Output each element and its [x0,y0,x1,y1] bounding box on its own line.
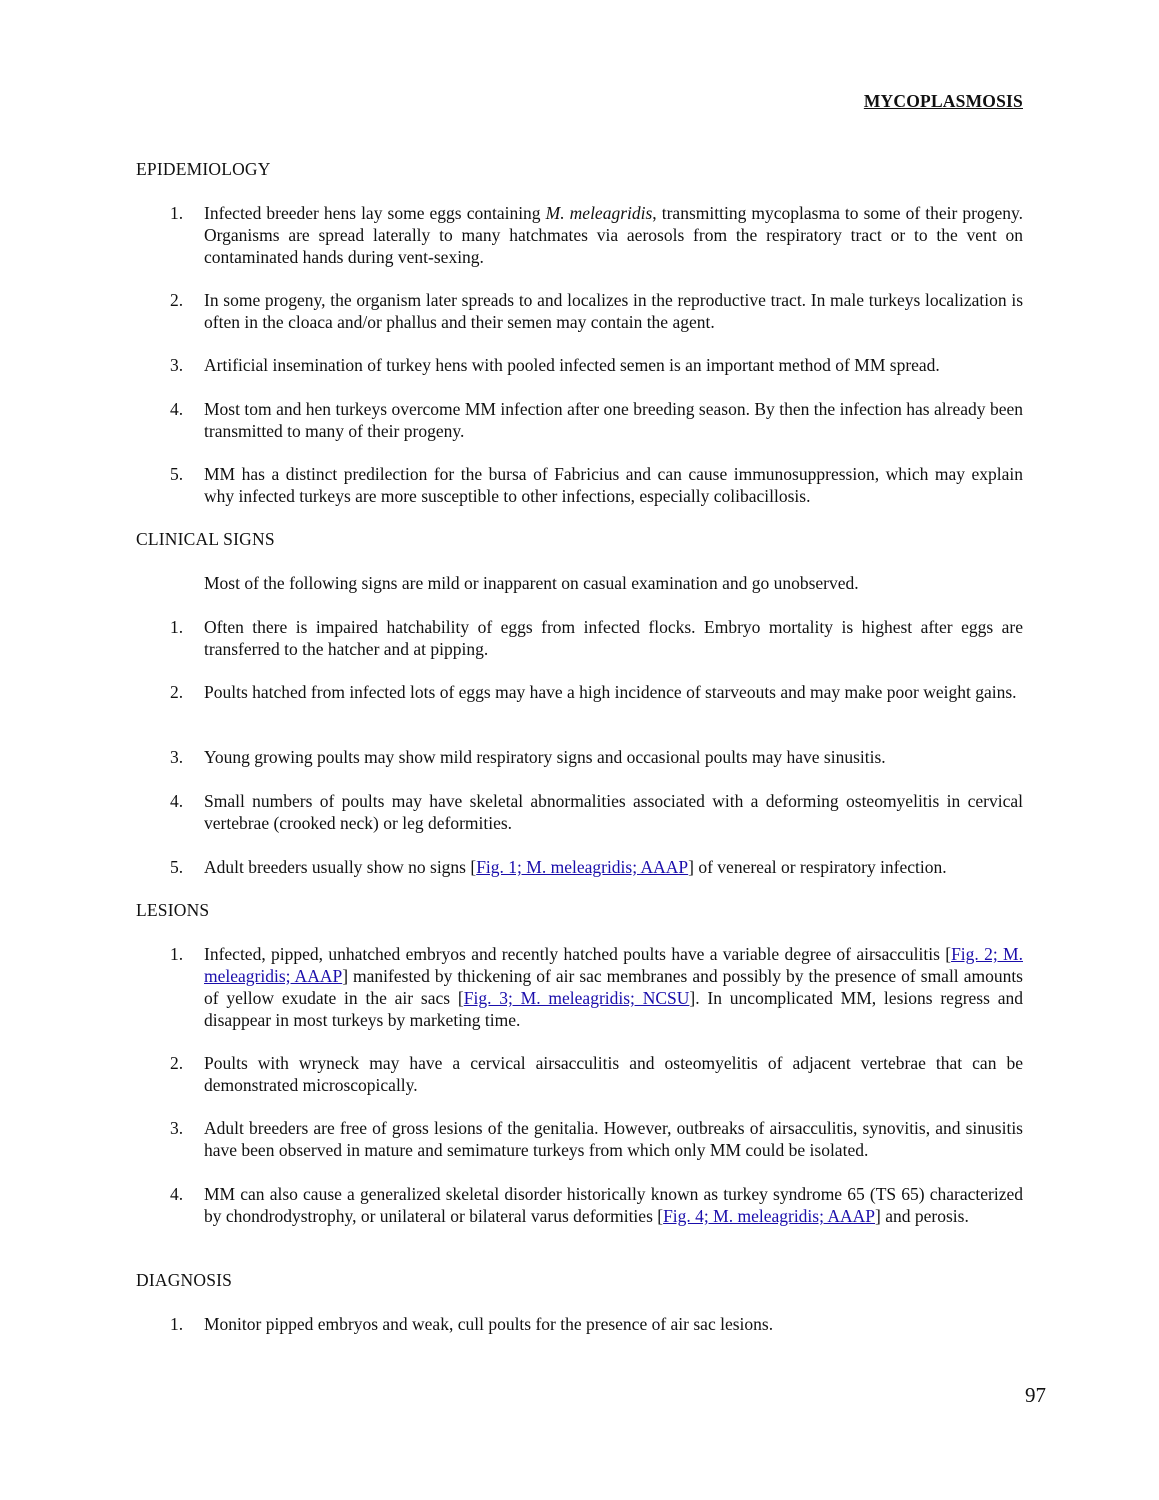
list-item [136,463,1023,507]
figure-link-fig-4[interactable]: Fig. 4; M. meleagridis; AAAP [663,1206,876,1226]
item-text: Often there is impaired hatchability of eggs from infected flocks. Embryo mortality is highest after eggs are transferred to the hatcher and at pipping. [204,617,1023,659]
list-item [136,1117,1023,1161]
item-number: 3. [170,747,184,767]
list-item [136,398,1023,442]
page-title: MYCOPLASMOSIS [863,91,1023,111]
item-text-part: ] of venereal or respiratory infection. [688,857,947,877]
item-text-part: ] and perosis. [875,1206,969,1226]
item-text: In some progeny, the organism later spreads to and localizes in the reproductive tract. In male turkeys localization is often in the cloaca and/or phallus and their semen may contain the agent. [204,290,1023,332]
item-text: Small numbers of poults may have skeletal abnormalities associated with a deforming osteomyelitis in cervical vertebrae (crooked neck) or leg deformities. [204,791,1023,833]
section-heading-diagnosis: DIAGNOSIS [136,1270,233,1290]
section-heading-clinical-signs: CLINICAL SIGNS [136,529,275,549]
item-text: MM has a distinct predilection for the bursa of Fabricius and can cause immunosuppression, which may explain why infected turkeys are more susceptible to other infections, especially colibacillosis. [204,464,1023,506]
item-number: 4. [170,791,184,811]
item-number: 2. [170,682,184,702]
item-text-part: ]. In uncomplicated MM, lesions regress and disappear in most turkeys by marketing time. [204,988,1023,1030]
list-item [136,790,1023,834]
list-item [136,1313,1023,1335]
page-number: 97 [1025,1383,1046,1407]
item-number: 1. [170,1314,184,1334]
list-item [136,856,1023,878]
section-heading-lesions: LESIONS [136,900,210,920]
list-item [136,616,1023,660]
item-text-part: Adult breeders usually show no signs [ [204,857,477,877]
item-number: 3. [170,355,184,375]
list-item [136,1052,1023,1096]
item-text: Young growing poults may show mild respiratory signs and occasional poults may have sinusitis. [204,747,886,767]
item-text-part: Infected, pipped, unhatched embryos and recently hatched poults have a variable degree of airsacculitis [ [204,944,952,964]
list-item [136,681,1023,703]
item-number: 5. [170,464,184,484]
list-item [136,943,1023,1031]
list-item [136,1183,1023,1227]
item-number: 1. [170,203,184,223]
item-text [204,1183,1023,1227]
item-text: Artificial insemination of turkey hens with pooled infected semen is an important method of MM spread. [204,355,940,375]
section-intro: Most of the following signs are mild or inapparent on casual examination and go unobserved. [204,573,859,593]
item-text: Monitor pipped embryos and weak, cull poults for the presence of air sac lesions. [204,1314,774,1334]
item-text [204,943,1023,1031]
item-text: Most tom and hen turkeys overcome MM infection after one breeding season. By then the infection has already been transmitted to many of their progeny. [204,399,1023,441]
item-number: 4. [170,399,184,419]
item-number: 2. [170,290,184,310]
item-number: 2. [170,1053,184,1073]
list-item [136,354,1023,376]
item-text: Adult breeders are free of gross lesions of the genitalia. However, outbreaks of airsacculitis, synovitis, and sinusitis have been observed in mature and semimature turkeys from which only MM could be isolated. [204,1118,1023,1160]
item-number: 1. [170,617,184,637]
item-text-part: ] manifested by thickening of air sac membranes and possibly by the presence of small amounts of yellow exudate in the air sacs [ [204,966,1023,1008]
item-number: 4. [170,1184,184,1204]
list-item [136,746,1023,768]
section-heading-epidemiology: EPIDEMIOLOGY [136,159,271,179]
item-text: Poults hatched from infected lots of eggs may have a high incidence of starveouts and may make poor weight gains. [204,682,1017,702]
list-item [136,202,1023,268]
figure-link-fig-3[interactable]: Fig. 3; M. meleagridis; NCSU [463,988,690,1008]
item-text [204,856,1023,878]
list-item [136,289,1023,333]
figure-link-fig-1[interactable]: Fig. 1; M. meleagridis; AAAP [476,857,689,877]
item-text-part: , transmitting mycoplasma to some of their progeny. Organisms are spread laterally to many hatchmates via aerosols from the respiratory tract or to the vent on contaminated hands during vent-sexing. [204,203,1023,267]
item-text-part: MM can also cause a generalized skeletal disorder historically known as turkey syndrome 65 (TS 65) characterized by chondrodystrophy, or unilateral or bilateral varus deformities [ [204,1184,1023,1226]
species-name: M. meleagridis [545,203,653,223]
item-text [204,202,1023,268]
item-text: Poults with wryneck may have a cervical airsacculitis and osteomyelitis of adjacent vertebrae that can be demonstrated microscopically. [204,1053,1023,1095]
figure-link-fig-2[interactable]: Fig. 2; M. meleagridis; AAAP [204,944,1023,986]
item-text-part: Infected breeder hens lay some eggs containing [204,203,546,223]
item-number: 1. [170,944,184,964]
item-number: 5. [170,857,184,877]
item-number: 3. [170,1118,184,1138]
